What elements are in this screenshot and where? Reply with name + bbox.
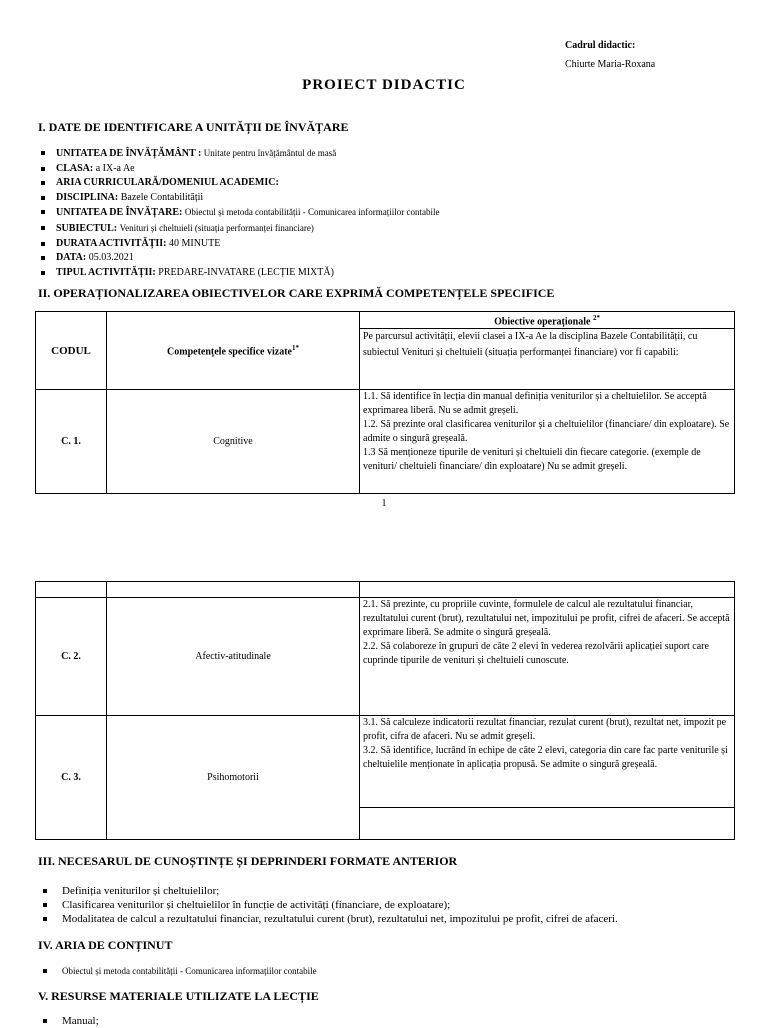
objectives-cell: 2.1. Să prezinte, cu propriile cuvinte, formulele de calcul ale rezultatului financiar, rezultatului curent (brut), rezultatului net, impozitului pe profit, cifrei de afaceri. Se acceptă exprimare liberă. Se admite o singură greșeală. 2.2. Să colaboreze în grupuri de câte 2 elevi în vederea rezolvării aplicației suport care cuprinde tipurile de venituri și cheltuieli cunoscute. xyxy=(360,598,735,716)
objectives-cell: 1.1. Să identifice în lecția din manual definiția veniturilor și a cheltuielilor. Se acceptă exprimarea liberă. Nu se admit greșeli. 1.2. Să prezinte oral clasificarea veniturilor și a cheltuielilor (financiare/ din exploatare). Se admite o singură greșeală. 1.3 Să menționeze tipurile de venituri și cheltuieli din fiecare categorie. (exemple de venituri/ cheltuieli financiare/ din exploatare) Nu se admit greșeli. xyxy=(360,390,735,494)
teacher-label: Cadrul didactic: xyxy=(565,40,636,51)
empty-cell xyxy=(36,582,107,598)
code-cell: C. 3. xyxy=(36,716,107,840)
list-item: Obiectul și metoda contabilității - Comunicarea informațiilor contabile xyxy=(38,964,317,978)
code-cell: C. 1. xyxy=(36,390,107,494)
list-item: Clasificarea veniturilor și cheltuielilor în funcție de activități (financiare, de exploatare); xyxy=(38,898,618,912)
prior-knowledge-list xyxy=(38,884,618,926)
section-3-heading: III. NECESARUL DE CUNOȘTINȚE ȘI DEPRINDERI FORMATE ANTERIOR xyxy=(38,854,458,868)
list-item: Definiția veniturilor și cheltuielilor; xyxy=(38,884,618,898)
objectives-table-2 xyxy=(35,581,735,840)
empty-cell xyxy=(360,808,735,840)
empty-cell xyxy=(107,582,360,598)
section-1-heading: I. DATE DE IDENTIFICARE A UNITĂȚII DE ÎNVĂȚARE xyxy=(38,120,349,134)
competence-cell: Afectiv-atitudinale xyxy=(107,598,360,716)
competence-cell: Psihomotorii xyxy=(107,716,360,840)
code-cell: C. 2. xyxy=(36,598,107,716)
page-number: 1 xyxy=(381,498,387,509)
objectives-cell: 3.1. Să calculeze indicatorii rezultat financiar, rezulat curent (brut), rezultat net, impozit pe profit, cifra de afaceri. Nu se admit greșeli. 3.2. Să identifice, lucrând în echipe de câte 2 elevi, categoria din care fac parte veniturile și cheltuielile menționate în aplicația propusă. Se admite o singură greșeală. xyxy=(360,716,735,808)
info-item: ARIA CURRICULARĂ/DOMENIUL ACADEMIC: xyxy=(38,176,440,191)
document-title: PROIECT DIDACTIC xyxy=(302,77,466,93)
list-item: Modalitatea de calcul a rezultatului financiar, rezultatului curent (brut), rezultatului net, impozitului pe profit, cifrei de afaceri. xyxy=(38,912,618,926)
competence-cell: Cognitive xyxy=(107,390,360,494)
info-item: TIPUL ACTIVITĂȚII: PREDARE-INVATARE (LECȚIE MIXTĂ) xyxy=(38,266,440,281)
info-item: SUBIECTUL: Venituri și cheltuieli (situația performanței financiare) xyxy=(38,221,440,237)
col-header-objectives: Obiective operaționale $^{2*}$ xyxy=(360,312,735,329)
col-header-code: CODUL xyxy=(36,312,107,390)
section-4-heading: IV. ARIA DE CONȚINUT xyxy=(38,938,173,952)
objectives-intro: Pe parcursul activității, elevii clasei a IX-a Ae la disciplina Bazele Contabilității, cu subiectul Venituri și cheltuieli (situația performanței financiare) vor fi capabili: xyxy=(360,329,735,390)
info-item: UNITATEA DE ÎNVĂȚARE: Obiectul și metoda contabilității - Comunicarea informațiilor contabile xyxy=(38,205,440,221)
resources-list xyxy=(38,1014,99,1028)
teacher-name: Chiurte Maria-Roxana xyxy=(565,59,656,70)
section-5-heading: V. RESURSE MATERIALE UTILIZATE LA LECȚIE xyxy=(38,989,319,1003)
content-area-list xyxy=(38,964,317,978)
empty-cell xyxy=(360,582,735,598)
info-item: DISCIPLINA: Bazele Contabilității xyxy=(38,191,440,206)
info-item: CLASA: a IX-a Ae xyxy=(38,162,440,177)
info-item: DATA: 05.03.2021 xyxy=(38,251,440,266)
col-header-competences: Competențele specifice vizate$^{1*}$ xyxy=(107,312,360,390)
section-2-heading: II. OPERAȚIONALIZAREA OBIECTIVELOR CARE EXPRIMĂ COMPETENȚELE SPECIFICE xyxy=(38,286,555,300)
info-item: DURATA ACTIVITĂȚII: 40 MINUTE xyxy=(38,237,440,252)
objectives-table-1 xyxy=(35,311,735,494)
list-item: Manual; xyxy=(38,1014,99,1028)
info-item: UNITATEA DE ÎNVĂȚĂMÂNT : Unitate pentru învățământul de masă xyxy=(38,146,440,162)
identification-list xyxy=(38,146,440,280)
